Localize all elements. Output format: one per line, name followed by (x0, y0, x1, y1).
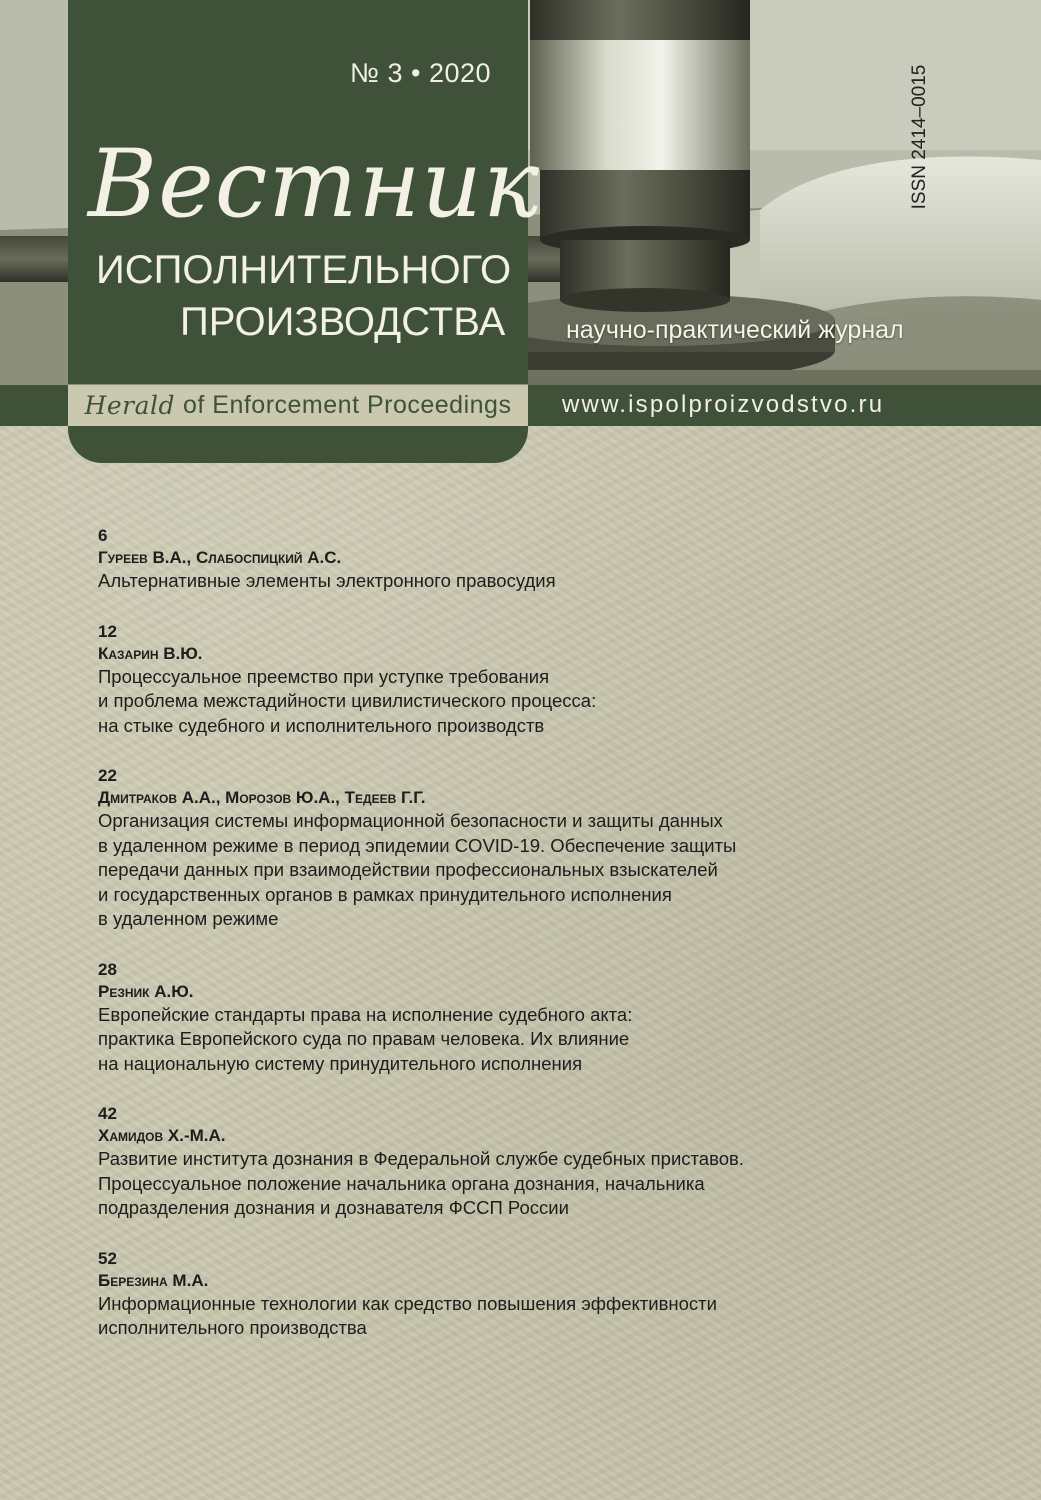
article-title-line: на стыке судебного и исполнительного производств (98, 714, 545, 736)
article-title-line: Европейские стандарты права на исполнение судебного акта: (98, 1003, 633, 1025)
page-number: 22 (98, 766, 117, 785)
contents-item[interactable] (98, 959, 998, 1077)
article-authors: Березина М.А. (98, 1270, 209, 1290)
journal-title-script: Вестник (88, 130, 541, 239)
article-title-line: в удаленном режиме в период эпидемии COVID-19. Обеспечение защиты (98, 834, 737, 856)
article-title-line: практика Европейского суда по правам человека. Их влияние (98, 1028, 630, 1049)
english-title (68, 385, 528, 426)
page-number: 28 (98, 959, 117, 979)
article-title-line: и государственных органов в рамках принудительного исполнения (98, 883, 672, 905)
title-panel-tab (68, 426, 528, 463)
contents-item[interactable] (98, 525, 998, 594)
journal-title-line2: ПРОИЗВОДСТВА (180, 300, 506, 344)
english-title-script: Herald (84, 391, 175, 420)
article-title-line: в удаленном режиме (98, 908, 279, 929)
website-link[interactable]: www.ispolproizvodstvo.ru (562, 391, 885, 418)
page-number: 12 (98, 621, 117, 641)
table-of-contents (98, 525, 998, 1368)
article-title-line: исполнительного производства (98, 1317, 367, 1338)
contents-item[interactable] (98, 1103, 998, 1221)
issue-number: № 3 • 2020 (350, 58, 492, 88)
article-authors: Хамидов Х.-М.А. (98, 1126, 226, 1145)
article-authors: Казарин В.Ю. (98, 643, 203, 663)
article-title-line: Развитие института дознания в Федеральной службе судебных приставов. (98, 1148, 744, 1169)
journal-title-line1: ИСПОЛНИТЕЛЬНОГО (96, 248, 512, 292)
article-title-line: на национальную систему принудительного исполнения (98, 1052, 583, 1074)
contents-item[interactable] (98, 621, 998, 739)
article-authors: Гуреев В.А., Слабоспицкий А.С. (98, 548, 342, 567)
article-title-line: Информационные технологии как средство повышения эффективности (98, 1292, 717, 1314)
article-authors: Резник А.Ю. (98, 981, 194, 1001)
english-title-rest: of Enforcement Proceedings (182, 391, 512, 419)
contents-item[interactable] (98, 1248, 998, 1341)
article-title-line: Организация системы информационной безопасности и защиты данных (98, 810, 723, 831)
article-title-line: и проблема межстадийности цивилистического процесса: (98, 690, 597, 711)
article-title-line: Процессуальное положение начальника органа дознания, начальника (98, 1172, 705, 1194)
contents-item[interactable] (98, 765, 998, 932)
page-number: 42 (98, 1104, 117, 1123)
article-title-line: подразделения дознания и дознавателя ФССП России (98, 1197, 569, 1218)
article-title-line: Альтернативные элементы электронного правосудия (98, 570, 556, 591)
page-number: 6 (98, 526, 108, 545)
article-title-line: передачи данных при взаимодействии профессиональных взыскателей (98, 859, 718, 880)
issn-label: ISSN 2414–0015 (909, 64, 930, 210)
article-title-line: Процессуальное преемство при уступке требования (98, 665, 550, 687)
journal-subtitle: научно-практический журнал (566, 316, 904, 344)
article-authors: Дмитраков А.А., Морозов Ю.А., Тедеев Г.Г. (98, 788, 426, 807)
page-number: 52 (98, 1248, 117, 1268)
